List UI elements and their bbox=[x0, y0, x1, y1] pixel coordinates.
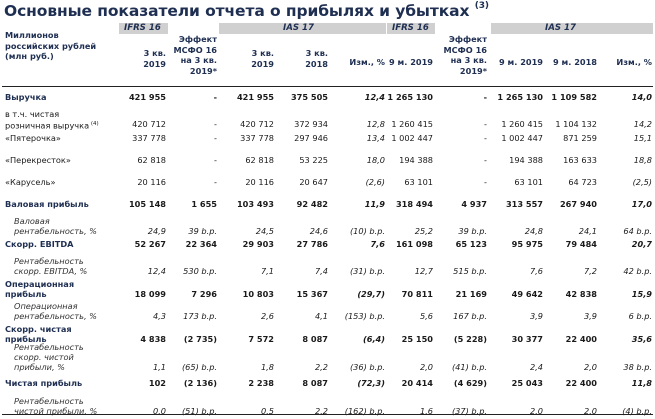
table-cell: 4,1 bbox=[314, 311, 328, 321]
table-cell: 1 104 132 bbox=[555, 119, 597, 129]
column-header: 9 м. 2018 bbox=[553, 57, 597, 67]
table-cell: 20,7 bbox=[631, 239, 652, 249]
table-cell: - bbox=[214, 155, 217, 165]
table-cell: 1,8 bbox=[260, 362, 274, 372]
table-cell: 27 786 bbox=[296, 239, 328, 249]
table-cell: 4,3 bbox=[152, 311, 166, 321]
table-cell: 63 101 bbox=[404, 177, 433, 187]
table-cell: 65 123 bbox=[455, 239, 487, 249]
table-cell: 24,6 bbox=[309, 226, 328, 236]
row-label: Валовая рентабельность, % bbox=[14, 216, 97, 236]
table-cell: (37) b.p. bbox=[451, 406, 487, 416]
units-label: Миллионов российских рублей (млн руб.) bbox=[5, 30, 97, 61]
table-cell: 0,5 bbox=[260, 406, 274, 416]
table-cell: (6,4) bbox=[363, 334, 385, 344]
row-label: «Перекресток» bbox=[5, 155, 71, 165]
table-cell: 49 642 bbox=[511, 289, 543, 299]
table-cell: - bbox=[214, 177, 217, 187]
column-header: Эффект МСФО 16 на 3 кв. 2019* bbox=[173, 34, 217, 76]
table-cell: 12,8 bbox=[366, 119, 385, 129]
table-cell: 337 778 bbox=[132, 133, 166, 143]
table-cell: 105 148 bbox=[128, 199, 166, 209]
table-cell: 11,9 bbox=[364, 199, 385, 209]
table-cell: (31) b.p. bbox=[349, 266, 385, 276]
row-label: Операционная прибыль bbox=[5, 279, 75, 299]
table-cell: 1 002 447 bbox=[501, 133, 543, 143]
group-label-ias17-q3: IAS 17 bbox=[283, 23, 314, 33]
table-cell: 3,9 bbox=[529, 311, 543, 321]
row-label: Рентабельность скорр. чистой прибыли, % bbox=[14, 342, 84, 372]
table-cell: 22 364 bbox=[185, 239, 217, 249]
table-cell: 7,1 bbox=[260, 266, 274, 276]
table-cell: (2 735) bbox=[183, 334, 217, 344]
table-cell: 1 655 bbox=[191, 199, 217, 209]
table-cell: 2,4 bbox=[529, 362, 543, 372]
table-cell: (4 629) bbox=[453, 378, 487, 388]
table-cell: 515 b.p. bbox=[453, 266, 487, 276]
table-cell: 39 b.p. bbox=[458, 226, 487, 236]
table-cell: 64 b.p. bbox=[623, 226, 652, 236]
table-cell: (36) b.p. bbox=[349, 362, 385, 372]
table-cell: (41) b.p. bbox=[451, 362, 487, 372]
table-cell: 7,4 bbox=[314, 266, 328, 276]
table-cell: 1,1 bbox=[152, 362, 166, 372]
table-cell: - bbox=[483, 92, 487, 102]
table-cell: 313 557 bbox=[505, 199, 543, 209]
table-cell: 92 482 bbox=[296, 199, 328, 209]
table-cell: 1 260 415 bbox=[501, 119, 543, 129]
table-cell: 35,6 bbox=[631, 334, 652, 344]
table-cell: 1 265 130 bbox=[497, 92, 543, 102]
table-cell: 14,2 bbox=[633, 119, 652, 129]
table-cell: 12,4 bbox=[147, 266, 166, 276]
table-cell: 13,4 bbox=[366, 133, 385, 143]
table-cell: 14,0 bbox=[631, 92, 652, 102]
column-header: 3 кв. 2019 bbox=[143, 48, 166, 69]
table-cell: 7 572 bbox=[248, 334, 274, 344]
table-cell: (72,3) bbox=[357, 378, 385, 388]
table-cell: 5,6 bbox=[419, 311, 433, 321]
table-cell: - bbox=[214, 133, 217, 143]
table-cell: 18,8 bbox=[633, 155, 652, 165]
row-label-reference: (4) bbox=[89, 121, 99, 127]
table-cell: - bbox=[484, 133, 487, 143]
table-cell: 372 934 bbox=[294, 119, 328, 129]
table-cell: 25 150 bbox=[401, 334, 433, 344]
header-rule bbox=[2, 86, 653, 87]
page-title bbox=[4, 2, 489, 20]
table-cell: 297 946 bbox=[294, 133, 328, 143]
table-cell: 1 260 415 bbox=[391, 119, 433, 129]
table-cell: 318 494 bbox=[395, 199, 433, 209]
table-cell: 194 388 bbox=[399, 155, 433, 165]
table-cell: 530 b.p. bbox=[183, 266, 217, 276]
table-cell: 1 002 447 bbox=[391, 133, 433, 143]
table-cell: 2,2 bbox=[314, 406, 328, 416]
table-cell: 24,5 bbox=[255, 226, 274, 236]
row-label: Рентабельность скорр. EBITDA, % bbox=[14, 256, 88, 276]
row-label: в т.ч. чистая розничная выручка $^{(4)}$ bbox=[5, 109, 99, 131]
table-cell: 39 b.p. bbox=[188, 226, 217, 236]
table-cell: - bbox=[484, 177, 487, 187]
row-label: Рентабельность чистой прибыли, % bbox=[14, 396, 98, 416]
table-cell: 24,9 bbox=[147, 226, 166, 236]
table-cell: 2 238 bbox=[248, 378, 274, 388]
table-cell: - bbox=[214, 119, 217, 129]
table-cell: 12,7 bbox=[414, 266, 433, 276]
table-cell: 167 b.p. bbox=[453, 311, 487, 321]
table-cell: 194 388 bbox=[509, 155, 543, 165]
table-cell: 20 116 bbox=[137, 177, 166, 187]
table-cell: 3,9 bbox=[583, 311, 597, 321]
table-cell: 2,0 bbox=[583, 406, 597, 416]
table-cell: 7 296 bbox=[191, 289, 217, 299]
table-cell: 70 811 bbox=[401, 289, 433, 299]
group-label-ifrs16-9m: IFRS 16 bbox=[392, 23, 429, 33]
table-cell: (65) b.p. bbox=[181, 362, 217, 372]
table-cell: 161 098 bbox=[395, 239, 433, 249]
table-cell: - bbox=[213, 92, 217, 102]
table-cell: 420 712 bbox=[240, 119, 274, 129]
row-label: Операционная рентабельность, % bbox=[14, 301, 97, 321]
table-cell: 7,2 bbox=[583, 266, 597, 276]
table-cell: 2,6 bbox=[260, 311, 274, 321]
table-cell: (162) b.p. bbox=[344, 406, 385, 416]
table-cell: 2,2 bbox=[314, 362, 328, 372]
table-cell: 421 955 bbox=[236, 92, 274, 102]
column-header: 3 кв. 2019 bbox=[251, 48, 274, 69]
table-cell: - bbox=[484, 155, 487, 165]
table-cell: 63 101 bbox=[514, 177, 543, 187]
table-cell: 420 712 bbox=[132, 119, 166, 129]
table-cell: 20 414 bbox=[401, 378, 433, 388]
table-cell: 95 975 bbox=[511, 239, 543, 249]
table-cell: 25 043 bbox=[511, 378, 543, 388]
table-cell: 173 b.p. bbox=[183, 311, 217, 321]
table-cell: 79 484 bbox=[565, 239, 597, 249]
table-cell: 11,8 bbox=[631, 378, 652, 388]
table-cell: 1 265 130 bbox=[387, 92, 433, 102]
column-header: Изм., % bbox=[349, 57, 385, 67]
row-label: Валовая прибыль bbox=[5, 199, 89, 209]
table-cell: 4 838 bbox=[140, 334, 166, 344]
table-cell: 42 b.p. bbox=[623, 266, 652, 276]
row-label: Скорр. EBITDA bbox=[5, 239, 74, 249]
table-cell: 6 b.p. bbox=[628, 311, 652, 321]
table-cell: 7,6 bbox=[529, 266, 543, 276]
table-cell: (2,5) bbox=[632, 177, 652, 187]
table-cell: 62 818 bbox=[137, 155, 166, 165]
table-cell: 15,9 bbox=[631, 289, 652, 299]
table-cell: 64 723 bbox=[568, 177, 597, 187]
table-cell: 871 259 bbox=[563, 133, 597, 143]
table-cell: (2,6) bbox=[365, 177, 385, 187]
table-cell: 267 940 bbox=[559, 199, 597, 209]
table-cell: 0,0 bbox=[152, 406, 166, 416]
row-label: Выручка bbox=[5, 92, 47, 102]
column-header: 3 кв. 2018 bbox=[305, 48, 328, 69]
table-cell: 22 400 bbox=[565, 378, 597, 388]
table-cell: (4) b.p. bbox=[622, 406, 652, 416]
table-cell: 2,0 bbox=[419, 362, 433, 372]
row-label: Скорр. чистая прибыль bbox=[5, 324, 72, 344]
table-cell: 10 803 bbox=[242, 289, 274, 299]
table-cell: 24,8 bbox=[524, 226, 543, 236]
table-cell: 42 838 bbox=[565, 289, 597, 299]
table-cell: 22 400 bbox=[565, 334, 597, 344]
column-header: 9 м. 2019 bbox=[499, 57, 543, 67]
table-cell: 4 937 bbox=[461, 199, 487, 209]
table-cell: 163 633 bbox=[563, 155, 597, 165]
table-cell: (2 136) bbox=[183, 378, 217, 388]
column-header: 9 м. 2019 bbox=[389, 57, 433, 67]
table-cell: (10) b.p. bbox=[349, 226, 385, 236]
table-cell: 2,0 bbox=[529, 406, 543, 416]
group-label-ifrs16-q3: IFRS 16 bbox=[124, 23, 161, 33]
table-cell: 2,0 bbox=[583, 362, 597, 372]
group-label-ias17-9m: IAS 17 bbox=[545, 23, 576, 33]
title-text: Основные показатели отчета о прибылях и убытках bbox=[4, 2, 470, 20]
table-cell: (5 228) bbox=[453, 334, 487, 344]
table-cell: - bbox=[484, 119, 487, 129]
table-cell: 7,6 bbox=[370, 239, 385, 249]
table-cell: 12,4 bbox=[364, 92, 385, 102]
table-cell: 15 367 bbox=[296, 289, 328, 299]
row-label: «Карусель» bbox=[5, 177, 56, 187]
table-cell: 102 bbox=[148, 378, 166, 388]
footer-rule bbox=[2, 414, 653, 415]
table-cell: 15,1 bbox=[633, 133, 652, 143]
table-cell: 8 087 bbox=[302, 378, 328, 388]
table-cell: 18 099 bbox=[134, 289, 166, 299]
row-label: Чистая прибыль bbox=[5, 378, 83, 388]
table-cell: (29,7) bbox=[357, 289, 385, 299]
table-cell: 20 647 bbox=[299, 177, 328, 187]
table-cell: 421 955 bbox=[128, 92, 166, 102]
table-cell: (51) b.p. bbox=[181, 406, 217, 416]
row-label: «Пятерочка» bbox=[5, 133, 61, 143]
table-cell: (153) b.p. bbox=[344, 311, 385, 321]
column-header: Эффект МСФО 16 на 3 кв. 2019* bbox=[443, 34, 487, 76]
table-cell: 8 087 bbox=[302, 334, 328, 344]
table-cell: 1 109 582 bbox=[551, 92, 597, 102]
table-cell: 103 493 bbox=[236, 199, 274, 209]
table-cell: 337 778 bbox=[240, 133, 274, 143]
table-cell: 20 116 bbox=[245, 177, 274, 187]
table-cell: 375 505 bbox=[290, 92, 328, 102]
table-cell: 1,6 bbox=[419, 406, 433, 416]
table-cell: 17,0 bbox=[631, 199, 652, 209]
column-header: Изм., % bbox=[616, 57, 652, 67]
table-cell: 53 225 bbox=[299, 155, 328, 165]
table-cell: 24,1 bbox=[578, 226, 597, 236]
table-cell: 30 377 bbox=[511, 334, 543, 344]
table-cell: 18,0 bbox=[366, 155, 385, 165]
table-cell: 29 903 bbox=[242, 239, 274, 249]
table-cell: 25,2 bbox=[414, 226, 433, 236]
table-cell: 62 818 bbox=[245, 155, 274, 165]
title-reference: (3) bbox=[474, 1, 489, 11]
table-cell: 52 267 bbox=[134, 239, 166, 249]
table-cell: 38 b.p. bbox=[623, 362, 652, 372]
table-cell: 21 169 bbox=[455, 289, 487, 299]
